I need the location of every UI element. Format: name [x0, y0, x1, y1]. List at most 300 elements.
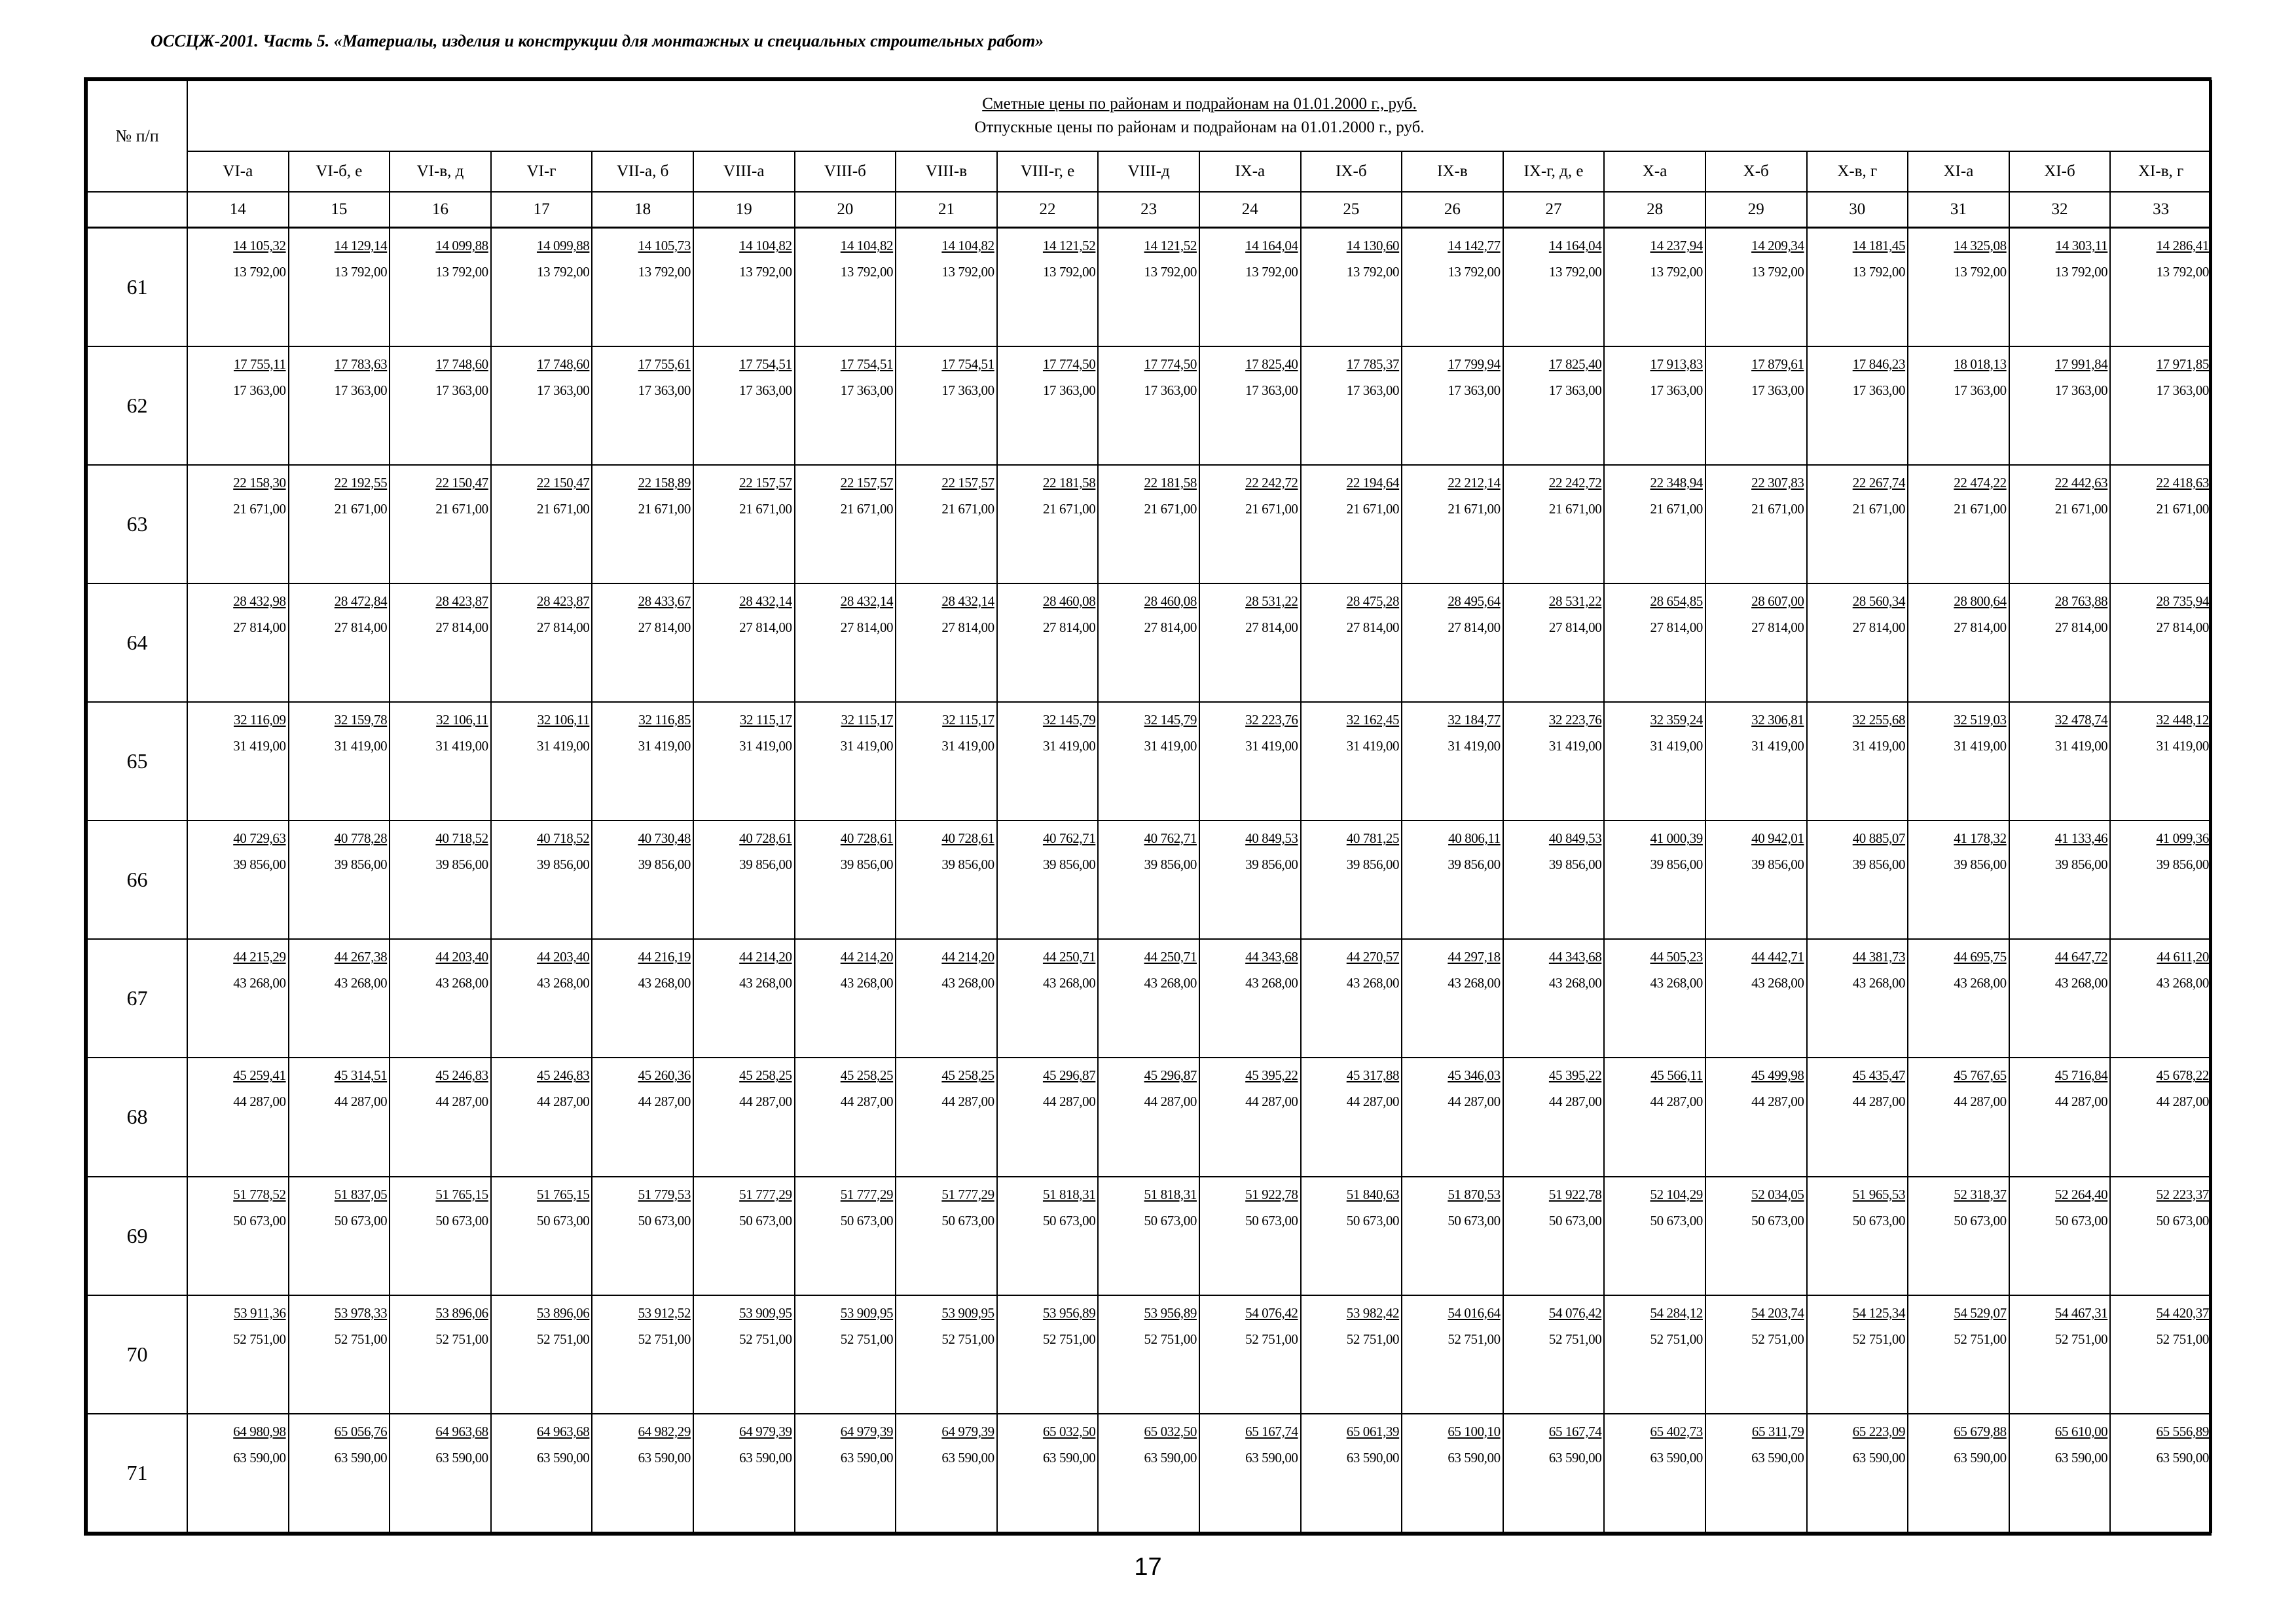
- estimated-price: 64 979,39: [739, 1423, 792, 1439]
- price-cell: [1705, 346, 1807, 465]
- release-price: 17 363,00: [840, 382, 894, 398]
- release-price: 63 590,00: [840, 1449, 894, 1466]
- estimated-price: 40 718,52: [435, 830, 488, 847]
- estimated-price: 45 395,22: [1548, 1067, 1602, 1084]
- row-number: 69: [87, 1177, 187, 1295]
- estimated-price: 28 475,28: [1346, 593, 1400, 609]
- estimated-price: 22 242,72: [1548, 474, 1602, 490]
- release-price: 13 792,00: [2054, 264, 2108, 280]
- release-price: 17 363,00: [334, 382, 388, 398]
- release-price: 52 751,00: [1751, 1331, 1804, 1347]
- release-price: 27 814,00: [1144, 619, 1197, 635]
- estimated-price: 64 979,39: [941, 1423, 994, 1439]
- price-cell: [1705, 1177, 1807, 1295]
- estimated-price: 32 184,77: [1448, 712, 1501, 728]
- price-cell: [1705, 1058, 1807, 1176]
- estimated-price: 32 223,76: [1548, 712, 1602, 728]
- price-cell: [1503, 702, 1605, 821]
- estimated-price: 45 678,22: [2156, 1067, 2209, 1084]
- price-cell: [1604, 465, 1705, 583]
- release-price: 21 671,00: [941, 500, 994, 517]
- price-cell: [1705, 821, 1807, 939]
- release-price: 63 590,00: [1042, 1449, 1096, 1466]
- price-cell: [592, 465, 693, 583]
- header-title-row: [87, 81, 2212, 151]
- estimated-price: 18 018,13: [1954, 356, 2007, 372]
- table-body: [87, 228, 2212, 1533]
- release-price: 50 673,00: [840, 1212, 894, 1228]
- price-cell: [997, 1058, 1099, 1176]
- release-price: 52 751,00: [638, 1331, 691, 1347]
- table-row: [87, 1414, 2212, 1532]
- release-price: 27 814,00: [1650, 619, 1703, 635]
- release-price: 39 856,00: [435, 857, 488, 873]
- release-price: 31 419,00: [941, 738, 994, 754]
- estimated-price: 41 099,36: [2156, 830, 2209, 847]
- release-price: 31 419,00: [2054, 738, 2108, 754]
- price-cell: [1199, 939, 1301, 1058]
- price-cell: [1301, 702, 1402, 821]
- price-cell: [795, 583, 896, 702]
- estimated-price: 28 432,14: [840, 593, 894, 609]
- release-price: 43 268,00: [1346, 975, 1400, 991]
- price-cell: [592, 702, 693, 821]
- estimated-price: 54 529,07: [1954, 1304, 2007, 1321]
- release-price: 52 751,00: [1346, 1331, 1400, 1347]
- estimated-price: 28 560,34: [1852, 593, 1906, 609]
- price-cell: [2110, 346, 2212, 465]
- release-price: 27 814,00: [536, 619, 590, 635]
- release-price: 13 792,00: [638, 264, 691, 280]
- price-cell: [187, 821, 289, 939]
- region-header: XI-б: [2009, 151, 2111, 192]
- estimated-price: 44 267,38: [334, 949, 388, 965]
- release-price: 63 590,00: [435, 1449, 488, 1466]
- price-cell: [1604, 1295, 1705, 1414]
- price-cell: [1604, 346, 1705, 465]
- release-price: 27 814,00: [1548, 619, 1602, 635]
- estimated-price: 40 728,61: [739, 830, 792, 847]
- estimated-price: 14 286,41: [2156, 238, 2209, 253]
- price-cell: [1301, 465, 1402, 583]
- estimated-price: 32 306,81: [1751, 712, 1804, 728]
- row-number: 62: [87, 346, 187, 465]
- estimated-price: 17 785,37: [1346, 356, 1400, 372]
- estimated-price: 32 159,78: [334, 712, 388, 728]
- estimated-price: 14 105,32: [233, 238, 286, 253]
- release-price: 44 287,00: [840, 1094, 894, 1110]
- price-cell: [795, 939, 896, 1058]
- price-cell: [795, 465, 896, 583]
- estimated-price: 54 467,31: [2054, 1304, 2108, 1321]
- price-cell: [1402, 228, 1503, 346]
- price-cell: [1098, 228, 1199, 346]
- release-price: 21 671,00: [1650, 500, 1703, 517]
- column-number: 29: [1705, 192, 1807, 228]
- estimated-price: 51 922,78: [1548, 1186, 1602, 1202]
- row-number: 71: [87, 1414, 187, 1532]
- release-price: 21 671,00: [2054, 500, 2108, 517]
- price-cell: [390, 702, 491, 821]
- estimated-price: 28 654,85: [1650, 593, 1703, 609]
- estimated-price: 17 913,83: [1650, 356, 1703, 372]
- estimated-price: 45 435,47: [1852, 1067, 1906, 1084]
- region-header: X-в, г: [1807, 151, 1908, 192]
- column-number: 15: [289, 192, 390, 228]
- release-price: 50 673,00: [1954, 1212, 2007, 1228]
- estimated-price: 17 799,94: [1448, 356, 1501, 372]
- estimated-price: 53 911,36: [233, 1304, 286, 1321]
- estimated-price: 44 214,20: [941, 949, 994, 965]
- price-cell: [1908, 465, 2009, 583]
- estimated-price: 51 777,29: [739, 1186, 792, 1202]
- price-cell: [1807, 1295, 1908, 1414]
- price-cell: [795, 1295, 896, 1414]
- price-cell: [491, 939, 592, 1058]
- release-price: 27 814,00: [334, 619, 388, 635]
- estimated-price: 40 849,53: [1245, 830, 1298, 847]
- release-price: 43 268,00: [2054, 975, 2108, 991]
- price-cell: [491, 583, 592, 702]
- estimated-price: 32 106,11: [436, 712, 488, 728]
- release-price: 39 856,00: [2054, 857, 2108, 873]
- estimated-price: 28 495,64: [1448, 593, 1501, 609]
- release-price: 43 268,00: [1144, 975, 1197, 991]
- column-number-blank: [87, 192, 187, 228]
- price-cell: [1098, 939, 1199, 1058]
- estimated-price: 45 259,41: [233, 1067, 286, 1084]
- release-price: 50 673,00: [435, 1212, 488, 1228]
- release-price: 27 814,00: [941, 619, 994, 635]
- price-cell: [1301, 228, 1402, 346]
- estimated-price: 44 381,73: [1852, 949, 1906, 965]
- estimated-price: 51 765,15: [435, 1186, 488, 1202]
- price-cell: [1098, 465, 1199, 583]
- release-price: 43 268,00: [840, 975, 894, 991]
- price-cell: [390, 583, 491, 702]
- price-cell: [491, 702, 592, 821]
- estimated-price: 41 178,32: [1954, 830, 2007, 847]
- estimated-price: 53 912,52: [638, 1304, 691, 1321]
- price-cell: [592, 1414, 693, 1532]
- price-cell: [693, 583, 795, 702]
- estimated-price: 22 267,74: [1852, 474, 1906, 490]
- price-cell: [896, 1177, 997, 1295]
- price-cell: [1199, 1177, 1301, 1295]
- estimated-price: 51 778,52: [233, 1186, 286, 1202]
- price-table: [86, 80, 2212, 1533]
- price-cell: [390, 1058, 491, 1176]
- estimated-price: 45 258,25: [739, 1067, 792, 1084]
- price-cell: [1908, 583, 2009, 702]
- release-price: 63 590,00: [2054, 1449, 2108, 1466]
- price-cell: [390, 1414, 491, 1532]
- price-cell: [693, 702, 795, 821]
- price-cell: [997, 1295, 1099, 1414]
- release-price: 13 792,00: [536, 264, 590, 280]
- release-price: 27 814,00: [1852, 619, 1906, 635]
- release-price: 31 419,00: [334, 738, 388, 754]
- estimated-price: 32 519,03: [1954, 712, 2007, 728]
- estimated-price: 54 016,64: [1448, 1304, 1501, 1321]
- estimated-price: 40 728,61: [840, 830, 894, 847]
- release-price: 17 363,00: [435, 382, 488, 398]
- estimated-price: 32 115,17: [942, 712, 994, 728]
- estimated-price: 17 879,61: [1751, 356, 1804, 372]
- price-cell: [187, 583, 289, 702]
- price-cell: [592, 228, 693, 346]
- table-row: [87, 228, 2212, 346]
- estimated-price: 28 423,87: [435, 593, 488, 609]
- page-number: 17: [1134, 1553, 1162, 1581]
- price-cell: [1402, 346, 1503, 465]
- estimated-price: 32 116,85: [638, 712, 691, 728]
- region-header: VIII-г, е: [997, 151, 1099, 192]
- estimated-price: 53 909,95: [941, 1304, 994, 1321]
- price-cell: [693, 1177, 795, 1295]
- release-price: 44 287,00: [941, 1094, 994, 1110]
- price-cell: [1402, 583, 1503, 702]
- price-cell: [1503, 346, 1605, 465]
- estimated-price: 44 215,29: [233, 949, 286, 965]
- release-price: 21 671,00: [334, 500, 388, 517]
- price-cell: [1301, 821, 1402, 939]
- estimated-price: 17 755,11: [233, 356, 286, 372]
- price-cell: [997, 939, 1099, 1058]
- release-price: 27 814,00: [1346, 619, 1400, 635]
- release-price: 27 814,00: [840, 619, 894, 635]
- estimated-price: 14 303,11: [2055, 238, 2108, 253]
- estimated-price: 28 763,88: [2054, 593, 2108, 609]
- release-price: 39 856,00: [1042, 857, 1096, 873]
- estimated-price: 53 896,06: [435, 1304, 488, 1321]
- estimated-price: 65 223,09: [1852, 1423, 1906, 1439]
- estimated-price: 14 130,60: [1346, 238, 1400, 253]
- release-price: 39 856,00: [638, 857, 691, 873]
- region-header: VII-а, б: [592, 151, 693, 192]
- estimated-price: 64 979,39: [840, 1423, 894, 1439]
- release-price: 43 268,00: [739, 975, 792, 991]
- estimated-price: 14 181,45: [1852, 238, 1906, 253]
- price-cell: [2009, 1295, 2111, 1414]
- column-number: 31: [1908, 192, 2009, 228]
- estimated-price: 53 956,89: [1144, 1304, 1197, 1321]
- estimated-price: 40 718,52: [536, 830, 590, 847]
- release-price: 52 751,00: [739, 1331, 792, 1347]
- release-price: 31 419,00: [1852, 738, 1906, 754]
- estimated-price: 14 121,52: [1144, 238, 1197, 253]
- estimated-price: 44 216,19: [638, 949, 691, 965]
- price-cell: [187, 939, 289, 1058]
- release-price: 52 751,00: [2156, 1331, 2209, 1347]
- price-cell: [187, 465, 289, 583]
- price-cell: [289, 583, 390, 702]
- price-cell: [693, 346, 795, 465]
- table-row: [87, 1177, 2212, 1295]
- release-price: 31 419,00: [1346, 738, 1400, 754]
- estimated-price: 45 566,11: [1650, 1067, 1703, 1084]
- release-price: 27 814,00: [1042, 619, 1096, 635]
- price-cell: [390, 1177, 491, 1295]
- release-price: 63 590,00: [1852, 1449, 1906, 1466]
- estimated-price: 52 034,05: [1751, 1186, 1804, 1202]
- price-cell: [997, 583, 1099, 702]
- price-cell: [997, 821, 1099, 939]
- estimated-price: 44 611,20: [2157, 949, 2209, 965]
- estimated-price: 17 748,60: [435, 356, 488, 372]
- page-header-title: ОССЦЖ-2001. Часть 5. «Материалы, изделия и конструкции для монтажных и специальных строительных работ»: [151, 31, 1044, 50]
- release-price: 43 268,00: [1852, 975, 1906, 991]
- price-cell: [1402, 1177, 1503, 1295]
- release-price: 39 856,00: [2156, 857, 2209, 873]
- price-cell: [1199, 465, 1301, 583]
- release-price: 63 590,00: [1448, 1449, 1501, 1466]
- price-cell: [1503, 939, 1605, 1058]
- estimated-price: 54 284,12: [1650, 1304, 1703, 1321]
- estimated-price: 65 402,73: [1650, 1423, 1703, 1439]
- estimated-price: 28 460,08: [1042, 593, 1096, 609]
- table-row: [87, 821, 2212, 939]
- release-price: 52 751,00: [1650, 1331, 1703, 1347]
- release-price: 44 287,00: [2054, 1094, 2108, 1110]
- release-price: 52 751,00: [1245, 1331, 1298, 1347]
- price-cell: [2009, 1058, 2111, 1176]
- estimated-price: 51 818,31: [1042, 1186, 1096, 1202]
- estimated-price: 40 728,61: [941, 830, 994, 847]
- estimated-price: 53 978,33: [334, 1304, 388, 1321]
- region-header: IX-г, д, е: [1503, 151, 1605, 192]
- release-price: 13 792,00: [1144, 264, 1197, 280]
- price-cell: [1604, 702, 1705, 821]
- estimated-price: 28 531,22: [1548, 593, 1602, 609]
- price-cell: [1199, 583, 1301, 702]
- release-price: 63 590,00: [1346, 1449, 1400, 1466]
- price-cell: [1199, 1058, 1301, 1176]
- price-cell: [1098, 1414, 1199, 1532]
- price-cell: [491, 1058, 592, 1176]
- price-cell: [795, 702, 896, 821]
- estimated-price: 45 395,22: [1245, 1067, 1298, 1084]
- price-cell: [2009, 939, 2111, 1058]
- release-price: 17 363,00: [536, 382, 590, 398]
- price-cell: [1199, 821, 1301, 939]
- release-price: 13 792,00: [1751, 264, 1804, 280]
- release-price: 50 673,00: [1448, 1212, 1501, 1228]
- release-price: 44 287,00: [1245, 1094, 1298, 1110]
- price-cell: [1908, 702, 2009, 821]
- release-price: 44 287,00: [1852, 1094, 1906, 1110]
- estimated-price: 28 460,08: [1144, 593, 1197, 609]
- region-header: X-а: [1604, 151, 1705, 192]
- release-price: 17 363,00: [941, 382, 994, 398]
- release-price: 50 673,00: [1548, 1212, 1602, 1228]
- estimated-price: 45 499,98: [1751, 1067, 1804, 1084]
- release-price: 44 287,00: [1448, 1094, 1501, 1110]
- release-price: 44 287,00: [536, 1094, 590, 1110]
- release-price: 52 751,00: [1448, 1331, 1501, 1347]
- release-price: 13 792,00: [1954, 264, 2007, 280]
- release-price: 43 268,00: [1954, 975, 2007, 991]
- release-price: 63 590,00: [1751, 1449, 1804, 1466]
- price-cell: [1908, 1414, 2009, 1532]
- estimated-price: 53 982,42: [1346, 1304, 1400, 1321]
- release-price: 13 792,00: [1042, 264, 1096, 280]
- price-cell: [896, 346, 997, 465]
- price-cell: [896, 228, 997, 346]
- release-price: 21 671,00: [1042, 500, 1096, 517]
- release-price: 21 671,00: [1144, 500, 1197, 517]
- release-price: 21 671,00: [1954, 500, 2007, 517]
- price-cell: [1503, 465, 1605, 583]
- estimated-price: 44 270,57: [1346, 949, 1400, 965]
- price-cell: [1301, 1058, 1402, 1176]
- estimated-price: 40 762,71: [1042, 830, 1096, 847]
- column-number-row: [87, 192, 2212, 228]
- release-price: 31 419,00: [739, 738, 792, 754]
- release-price: 43 268,00: [1650, 975, 1703, 991]
- estimated-price: 51 779,53: [638, 1186, 691, 1202]
- price-cell: [2009, 702, 2111, 821]
- release-price: 13 792,00: [941, 264, 994, 280]
- release-price: 13 792,00: [334, 264, 388, 280]
- estimated-price: 28 432,14: [739, 593, 792, 609]
- price-cell: [693, 1414, 795, 1532]
- price-cell: [1503, 1177, 1605, 1295]
- estimated-price: 45 258,25: [840, 1067, 894, 1084]
- estimated-price: 65 167,74: [1548, 1423, 1602, 1439]
- column-number: 25: [1301, 192, 1402, 228]
- price-cell: [289, 1295, 390, 1414]
- price-cell: [997, 228, 1099, 346]
- estimated-price: 32 359,24: [1650, 712, 1703, 728]
- price-cell: [1908, 821, 2009, 939]
- estimated-price: 51 922,78: [1245, 1186, 1298, 1202]
- price-cell: [1807, 583, 1908, 702]
- estimated-price: 22 157,57: [739, 474, 792, 490]
- price-cell: [1098, 1295, 1199, 1414]
- estimated-price: 28 800,64: [1954, 593, 2007, 609]
- price-cell: [997, 702, 1099, 821]
- estimated-price: 64 963,68: [435, 1423, 488, 1439]
- price-cell: [187, 1177, 289, 1295]
- estimated-price: 17 825,40: [1548, 356, 1602, 372]
- estimated-price: 22 192,55: [334, 474, 388, 490]
- release-price: 44 287,00: [233, 1094, 286, 1110]
- price-cell: [491, 1295, 592, 1414]
- column-number: 21: [896, 192, 997, 228]
- release-price: 63 590,00: [1245, 1449, 1298, 1466]
- estimated-price: 44 343,68: [1548, 949, 1602, 965]
- price-cell: [2110, 228, 2212, 346]
- region-header: VIII-д: [1098, 151, 1199, 192]
- release-price: 63 590,00: [536, 1449, 590, 1466]
- estimated-price: 17 971,85: [2156, 356, 2209, 372]
- release-price: 50 673,00: [1042, 1212, 1096, 1228]
- price-cell: [1705, 228, 1807, 346]
- price-cell: [1604, 821, 1705, 939]
- price-cell: [795, 1414, 896, 1532]
- estimated-price: 44 442,71: [1751, 949, 1804, 965]
- release-price: 21 671,00: [1245, 500, 1298, 517]
- estimated-price: 53 896,06: [536, 1304, 590, 1321]
- price-cell: [2110, 465, 2212, 583]
- release-price: 52 751,00: [941, 1331, 994, 1347]
- price-cell: [1503, 821, 1605, 939]
- price-cell: [1098, 1177, 1199, 1295]
- estimated-price: 54 125,34: [1852, 1304, 1906, 1321]
- release-price: 52 751,00: [1852, 1331, 1906, 1347]
- row-number: 64: [87, 583, 187, 702]
